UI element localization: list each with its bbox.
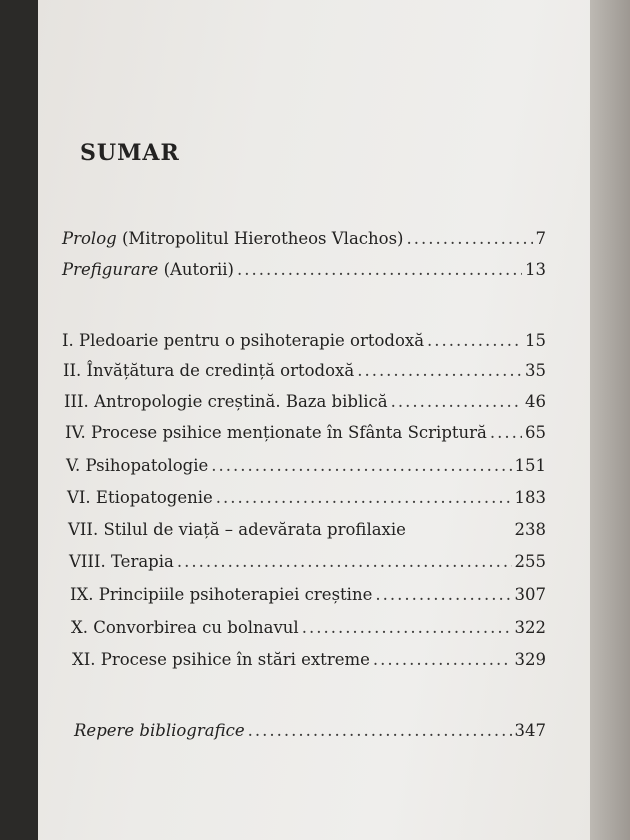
toc-entry-label: Prefigurare (Autorii) <box>62 260 234 279</box>
toc-entry-chapter-9 <box>70 584 546 606</box>
toc-entry-label: IV. Procese psihice menționate în Sfânta Scriptură <box>65 423 487 442</box>
toc-leader-dots <box>237 259 522 281</box>
toc-entry-label: X. Convorbirea cu bolnavul <box>71 618 299 637</box>
toc-entry-label: XI. Procese psihice în stări extreme <box>72 650 370 669</box>
toc-entry-prolog <box>62 228 546 250</box>
toc-entry-label: VII. Stilul de viață – adevărata profilaxie <box>68 520 406 539</box>
toc-page-number: 307 <box>514 585 546 604</box>
toc-entry-label: VIII. Terapia <box>69 552 174 571</box>
toc-entry-label: I. Pledoarie pentru o psihoterapie ortodoxă <box>62 331 425 350</box>
toc-entry-bibliografie <box>74 720 546 742</box>
toc-entry-chapter-11 <box>72 649 546 671</box>
toc-page-number: 35 <box>525 361 546 380</box>
book-page <box>38 0 590 840</box>
page-shadow-edge <box>590 0 630 840</box>
toc-leader-dots <box>357 360 522 382</box>
toc-entry-label: III. Antropologie creștină. Baza biblică <box>64 392 388 411</box>
toc-page-number: 13 <box>525 260 546 279</box>
toc-entry-label: Prolog (Mitropolitul Hierotheos Vlachos) <box>62 229 404 248</box>
toc-entry-label: V. Psihopatologie <box>66 456 209 475</box>
toc-leader-dots <box>490 422 522 444</box>
toc-leader-dots <box>248 720 512 742</box>
toc-page-number: 238 <box>514 520 546 539</box>
toc-page-number: 15 <box>525 331 546 350</box>
toc-entry-prefigurare <box>62 259 546 281</box>
toc-page-number: 255 <box>514 552 546 571</box>
toc-leader-dots <box>407 228 533 250</box>
toc-leader-dots <box>216 487 512 509</box>
toc-leader-dots <box>302 617 512 639</box>
toc-entry-label: Repere bibliografice <box>74 721 245 740</box>
toc-entry-label: VI. Etiopatogenie <box>67 488 213 507</box>
toc-leader-dots <box>211 455 511 477</box>
toc-page-number: 7 <box>535 229 546 248</box>
toc-leader-dots <box>375 584 511 606</box>
toc-entry-chapter-2 <box>63 360 546 382</box>
toc-page-number: 65 <box>525 423 546 442</box>
toc-entry-chapter-7 <box>68 519 546 541</box>
toc-page-number: 183 <box>514 488 546 507</box>
toc-entry-chapter-1 <box>62 330 546 352</box>
toc-entry-chapter-6 <box>67 487 546 509</box>
toc-leader-dots <box>391 391 522 413</box>
toc-page-number: 347 <box>514 721 546 740</box>
toc-page-number: 322 <box>514 618 546 637</box>
toc-entry-label: II. Învățătura de credință ortodoxă <box>63 361 355 380</box>
toc-page-number: 329 <box>514 650 546 669</box>
toc-page-number: 46 <box>525 392 546 411</box>
page-title: SUMAR <box>80 140 180 166</box>
toc-leader-dots <box>427 330 522 352</box>
toc-leader-dots <box>373 649 512 671</box>
toc-entry-chapter-3 <box>64 391 546 413</box>
toc-leader-dots <box>177 551 512 573</box>
toc-entry-chapter-4 <box>65 422 546 444</box>
toc-entry-label: IX. Principiile psihoterapiei creștine <box>70 585 373 604</box>
toc-page-number: 151 <box>514 456 546 475</box>
toc-entry-chapter-10 <box>71 617 546 639</box>
toc-entry-chapter-5 <box>66 455 546 477</box>
toc-entry-chapter-8 <box>69 551 546 573</box>
